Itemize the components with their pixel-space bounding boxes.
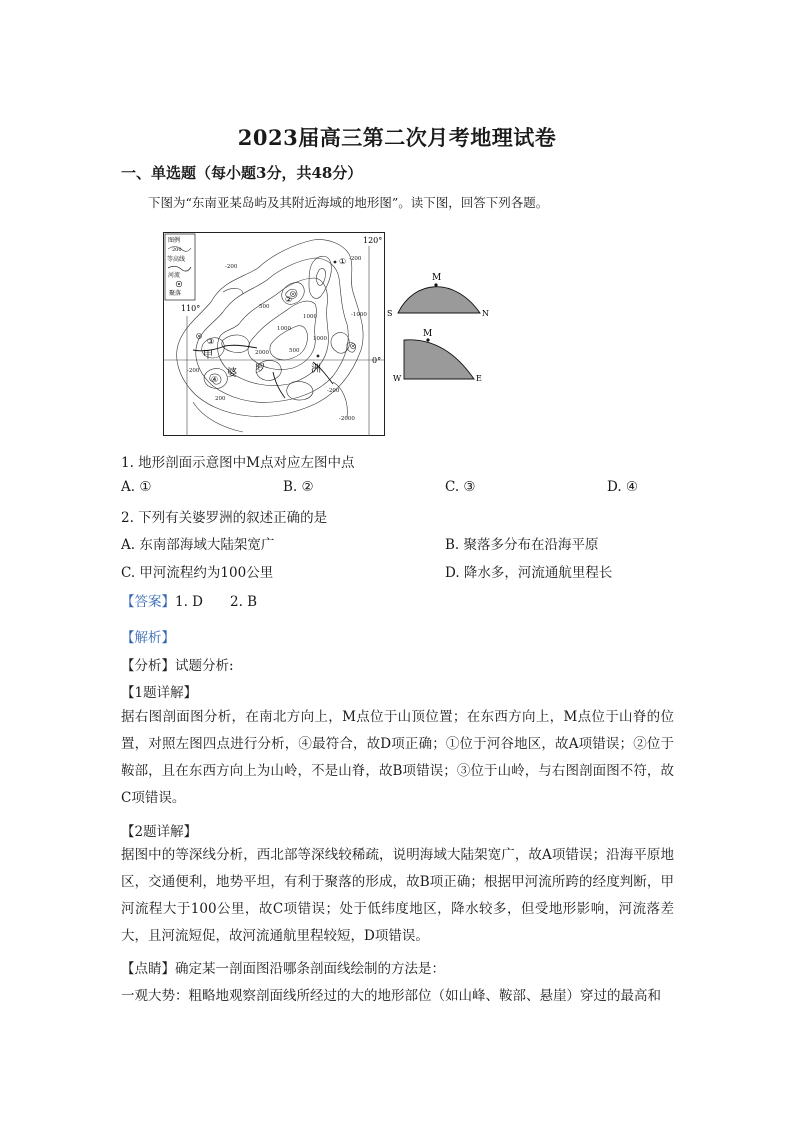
q2-option-a: A. 东南部海域大陆架宽广 — [121, 537, 275, 553]
point-label-4: ④ — [211, 375, 219, 384]
q1-detail-text: 据右图剖面图分析，在南北方向上，M点位于山顶位置；在东西方向上，M点位于山脊的位置，对照左图四点进行分析，④最符合，故D项正确；①位于河谷地区，故A项错误；②位于鞍部，且在东西方向上为山岭，不是山脊，故B项错误；③位于山岭，与右图剖面图不符，故C项错误。 — [121, 709, 674, 806]
contour-label: 1000 — [303, 314, 317, 320]
intro-text: 下图为“东南亚某岛屿及其附近海域的地形图”。读下图，回答下列各题。 — [148, 195, 549, 210]
legend-river: 河流 — [168, 272, 181, 279]
answer-row — [121, 590, 257, 610]
q1-detail-label: 【1题详解】 — [121, 685, 198, 701]
q1-option-c: C. ③ — [445, 479, 476, 495]
q1-option-b: B. ② — [283, 479, 314, 495]
profile1-s: S — [387, 309, 393, 318]
lon-left: 110° — [181, 304, 201, 313]
contour-label: -2000 — [339, 416, 355, 422]
profile2-m: M — [423, 329, 433, 339]
section-heading: 一、单选题（每小题3分，共48分） — [121, 164, 363, 182]
last-line: 一观大势：粗略地观察剖面线所经过的大的地形部位（如山峰、鞍部、悬崖）穿过的最高和 — [121, 988, 661, 1004]
legend-settlement: 聚落 — [169, 290, 182, 297]
contour-label: 1000 — [313, 336, 327, 342]
lon-right: 120° — [363, 236, 383, 245]
contour-label: -200 — [187, 368, 200, 374]
profile-w-e — [390, 326, 490, 384]
q2-detail-text: 据图中的等深线分析，西北部等深线较稀疏，说明海域大陆架宽广，故A项错误；沿海平原地区，交通便利，地势平坦，有利于聚落的形成，故B项正确；根据甲河流所跨的经度判断，甲河流程大于100公里，故C项错误；处于低纬度地区，降水较多，但受地形影响，河流落差大，且河流短促，故河流通航里程较短，D项错误。 — [121, 847, 674, 944]
tip-label: 【点睛】 — [121, 961, 175, 977]
profile2-e: E — [476, 374, 482, 383]
label-zhou: 洲 — [311, 364, 321, 375]
contour-label: -200 — [327, 388, 340, 394]
contour-label: 1000 — [277, 326, 291, 332]
contour-label: -200 — [349, 256, 362, 262]
legend-contour-value: 200 — [172, 247, 182, 253]
fenxi-row — [121, 654, 234, 674]
profile1-m: M — [432, 273, 442, 283]
map-legend — [165, 234, 195, 300]
label-luo: 罗 — [255, 364, 265, 375]
point-label-3: ③ — [207, 337, 215, 346]
tip-row — [121, 957, 445, 977]
question-2-stem: 2. 下列有关婆罗洲的叙述正确的是 — [121, 510, 328, 526]
legend-contour: 等高线 — [167, 256, 186, 263]
answer-text: 1. D 2. B — [175, 594, 258, 610]
contour-label: -200 — [225, 264, 238, 270]
q2-detail-label: 【2题详解】 — [121, 824, 198, 840]
label-po: 婆 — [227, 368, 237, 379]
label-jia: 甲 — [203, 350, 213, 361]
topographic-map — [163, 232, 385, 436]
q1-option-d: D. ④ — [607, 479, 639, 495]
fenxi-text: 试题分析: — [175, 658, 234, 674]
contour-label: -1000 — [351, 312, 367, 318]
contour-label: 500 — [259, 304, 270, 310]
lat-equator: 0° — [372, 356, 382, 365]
point-label-1: ① — [339, 257, 347, 266]
q2-option-c: C. 甲河流程约为100公里 — [121, 565, 274, 581]
contour-label: 500 — [289, 348, 300, 354]
question-1-stem: 1. 地形剖面示意图中M点对应左图中点 — [121, 455, 355, 471]
contour-label: 200 — [215, 396, 226, 402]
profile-s-n — [384, 268, 494, 320]
page-title: 2023届高三第二次月考地理试卷 — [237, 125, 557, 150]
answer-label: 【答案】 — [121, 594, 175, 610]
fenxi-label: 【分析】 — [121, 658, 175, 674]
analysis-label: 【解析】 — [121, 630, 175, 646]
profile2-w: W — [393, 374, 402, 383]
contour-label: 2000 — [255, 350, 269, 356]
point-label-2: ② — [285, 295, 293, 304]
q1-option-a: A. ① — [121, 479, 152, 495]
tip-text: 确定某一剖面图沿哪条剖面线绘制的方法是： — [175, 961, 445, 977]
profile1-n: N — [482, 309, 489, 318]
legend-title: 图例 — [168, 237, 181, 244]
q2-option-d: D. 降水多，河流通航里程长 — [445, 565, 613, 581]
q2-option-b: B. 聚落多分布在沿海平原 — [445, 537, 599, 553]
